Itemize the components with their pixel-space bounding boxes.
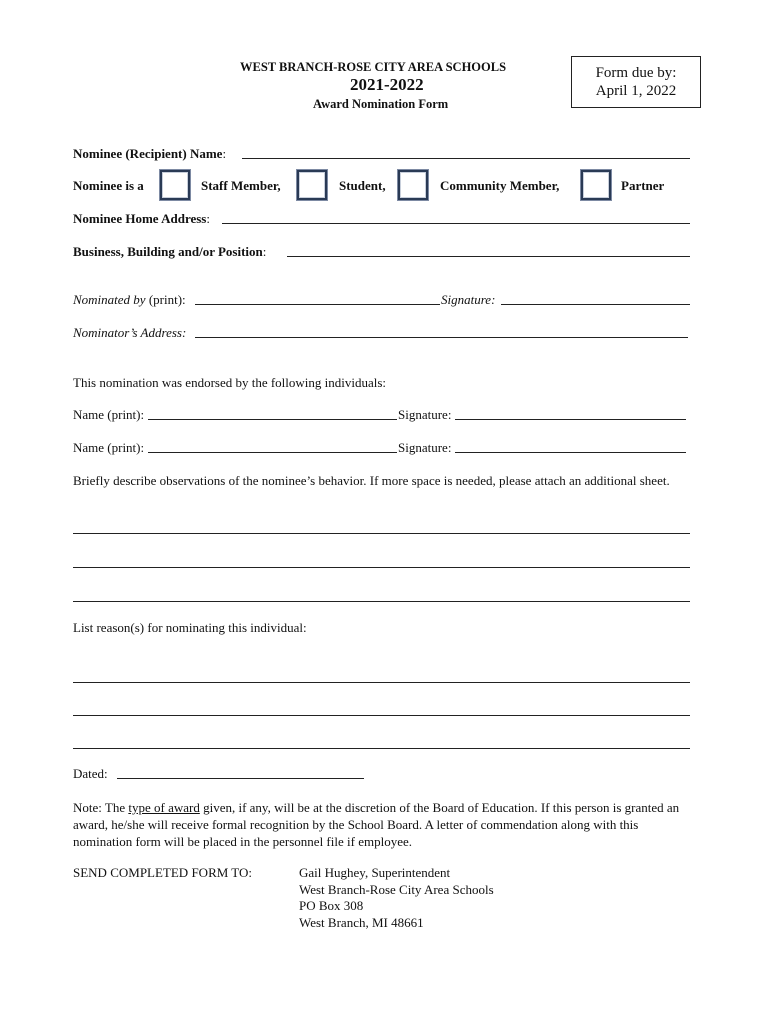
- type-of-award-link: type of award: [128, 800, 200, 815]
- nominee-name-line[interactable]: [242, 158, 690, 159]
- due-date-box: [571, 56, 701, 108]
- business-line[interactable]: [287, 256, 690, 257]
- school-name: WEST BRANCH-ROSE CITY AREA SCHOOLS: [240, 60, 507, 74]
- address-line-1: Gail Hughey, Superintendent: [299, 865, 451, 880]
- nominated-by-line[interactable]: [195, 304, 440, 305]
- dated-label: Dated:: [73, 766, 108, 781]
- endorser2-name-label: Name (print):: [73, 440, 145, 455]
- note-paragraph: Note: The type of award given, if any, will be at the discretion of the Board of Education. If this person is granted an award, he/she will receive formal recognition by the School Board. A letter of commendation along with this nomination form will be placed in the personnel file if employee.: [73, 800, 680, 849]
- nominee-is-label: Nominee is a: [73, 178, 144, 193]
- endorser1-name-line[interactable]: [148, 419, 397, 420]
- send-to-label: SEND COMPLETED FORM TO:: [73, 865, 253, 880]
- reasons-prompt: List reason(s) for nominating this individual:: [73, 620, 307, 635]
- due-label: Form due by:: [595, 65, 677, 81]
- nominator-address-label: Nominator’s Address:: [73, 325, 187, 340]
- due-date: April 1, 2022: [595, 83, 677, 99]
- reasons-line-3[interactable]: [73, 748, 690, 749]
- describe-prompt: Briefly describe observations of the nominee’s behavior. If more space is needed, please attach an additional sheet.: [73, 473, 670, 488]
- describe-line-3[interactable]: [73, 601, 690, 602]
- staff-member-label: Staff Member,: [201, 178, 281, 193]
- address-line-3: PO Box 308: [299, 898, 364, 913]
- endorser1-name-label: Name (print):: [73, 407, 145, 422]
- dated-line[interactable]: [117, 778, 364, 779]
- staff-member-checkbox[interactable]: [160, 170, 190, 200]
- student-label: Student,: [339, 178, 386, 193]
- student-checkbox[interactable]: [297, 170, 327, 200]
- business-label: Business, Building and/or Position:: [73, 244, 267, 259]
- nominator-signature-label: Signature:: [441, 292, 496, 307]
- home-address-label: Nominee Home Address:: [73, 211, 210, 226]
- endorser1-signature-line[interactable]: [455, 419, 686, 420]
- nominator-address-line[interactable]: [195, 337, 688, 338]
- home-address-line[interactable]: [222, 223, 690, 224]
- community-member-checkbox[interactable]: [398, 170, 428, 200]
- reasons-line-2[interactable]: [73, 715, 690, 716]
- describe-line-1[interactable]: [73, 533, 690, 534]
- send-to-address: [299, 865, 494, 931]
- form-title: Award Nomination Form: [313, 97, 449, 111]
- nominee-name-label: Nominee (Recipient) Name:: [73, 146, 227, 161]
- partner-checkbox[interactable]: [581, 170, 611, 200]
- address-line-2: West Branch-Rose City Area Schools: [299, 881, 494, 897]
- endorser1-signature-label: Signature:: [398, 407, 452, 422]
- endorser2-name-line[interactable]: [148, 452, 397, 453]
- reasons-line-1[interactable]: [73, 682, 690, 683]
- nominated-by-label: Nominated by (print):: [73, 292, 186, 307]
- endorser2-signature-line[interactable]: [455, 452, 686, 453]
- describe-line-2[interactable]: [73, 567, 690, 568]
- school-year: 2021-2022: [350, 75, 424, 94]
- address-line-4: West Branch, MI 48661: [299, 914, 424, 930]
- endorsement-intro: This nomination was endorsed by the following individuals:: [73, 375, 387, 390]
- nominator-signature-line[interactable]: [501, 304, 690, 305]
- community-member-label: Community Member,: [440, 178, 560, 193]
- partner-label: Partner: [621, 178, 665, 193]
- endorser2-signature-label: Signature:: [398, 440, 452, 455]
